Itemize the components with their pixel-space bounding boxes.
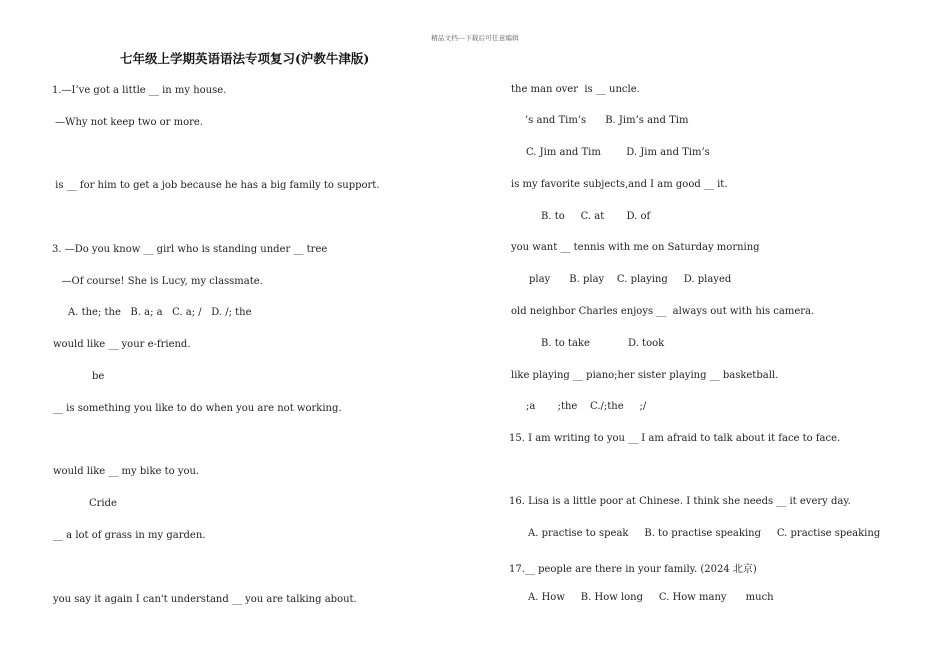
right-line: 17.__ people are there in your family. (2024 北京) [509, 564, 757, 575]
left-line: 1.—I’ve got a little __ in my house. [52, 85, 227, 96]
left-line: be [92, 371, 105, 382]
right-line: ’s and Tim’s B. Jim’s and Tim [525, 115, 689, 126]
right-line: C. Jim and Tim D. Jim and Tim’s [526, 147, 710, 158]
right-line: you want __ tennis with me on Saturday morning [511, 242, 760, 253]
right-line: the man over is __ uncle. [511, 84, 640, 95]
right-line: 15. I am writing to you __ I am afraid to talk about it face to face. [509, 433, 841, 444]
right-line: like playing __ piano;her sister playing __ basketball. [511, 370, 779, 381]
right-line: 16. Lisa is a little poor at Chinese. I think she needs __ it every day. [509, 496, 851, 507]
left-line: —Of course! She is Lucy, my classmate. [52, 276, 263, 287]
left-line: would like __ your e-friend. [53, 339, 191, 350]
right-line: old neighbor Charles enjoys __ always out with his camera. [511, 306, 815, 317]
left-line: —Why not keep two or more. [52, 117, 203, 128]
document-title: 七年级上学期英语语法专项复习(沪教牛津版) [120, 51, 370, 66]
right-line: A. How B. How long C. How many much [528, 592, 774, 603]
right-line: B. to C. at D. of [541, 211, 651, 222]
right-line: A. practise to speak B. to practise speaking C. practise speaking [528, 528, 881, 539]
left-line: A. the; the B. a; a C. a; / D. /; the [68, 307, 252, 318]
left-line: Cride [89, 498, 117, 509]
left-line: would like __ my bike to you. [53, 466, 200, 477]
left-line: you say it again I can't understand __ you are talking about. [53, 594, 357, 605]
right-line: ;a ;the C./;the ;/ [526, 401, 647, 412]
page-header: 精品文档---下载后可任意编辑 [431, 34, 519, 42]
left-line: __ a lot of grass in my garden. [53, 530, 206, 541]
left-line: __ is something you like to do when you are not working. [53, 403, 342, 414]
right-line: is my favorite subjects,and I am good __ it. [511, 179, 728, 190]
right-line: B. to take D. took [541, 338, 665, 349]
right-line: play B. play C. playing D. played [529, 274, 732, 285]
left-line: 3. —Do you know __ girl who is standing under __ tree [52, 244, 328, 255]
left-line: is __ for him to get a job because he has a big family to support. [52, 180, 380, 191]
